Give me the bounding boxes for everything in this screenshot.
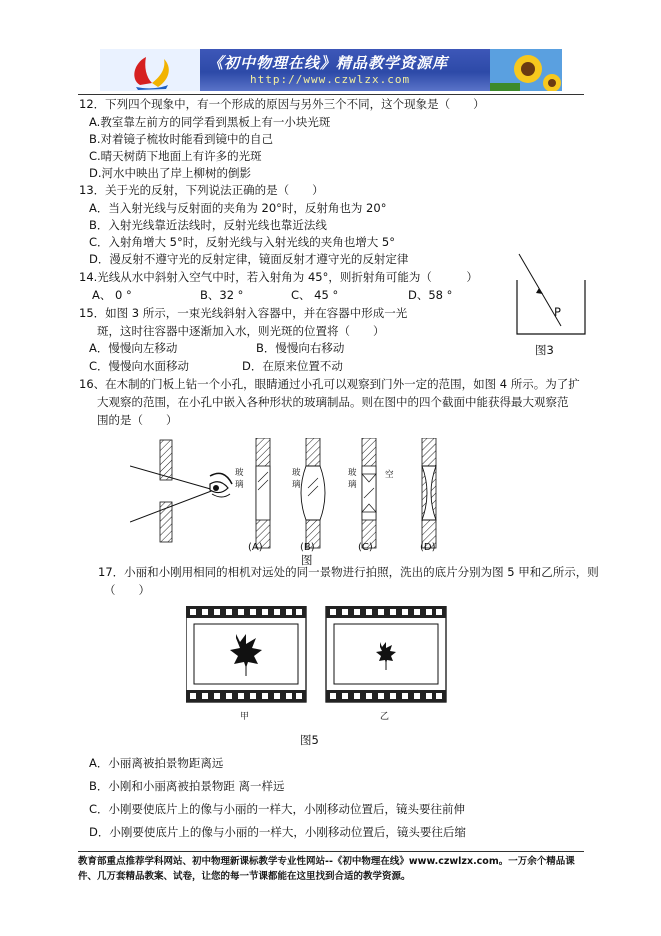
q15-option-a: A．慢慢向左移动 [89,341,178,355]
footer-line-2: 件、几万套精品教案、试卷，让您的每一节课都能在这里找到合适的教学资源。 [78,871,411,882]
q14-option-c: C、 45 ° [291,288,339,302]
q17-option-d: D．小刚要使底片上的像与小丽的一样大，小刚移动位置后，镜头要往后缩 [89,825,466,839]
q12-option-c: C.晴天树荫下地面上有许多的光斑 [89,149,262,163]
q14-option-d: D、58 ° [408,288,453,302]
q17-option-c: C．小刚要使底片上的像与小丽的一样大，小刚移动位置后，镜头要往前伸 [89,802,466,816]
q15-stem-line2: 斑，这时往容器中逐渐加入水，则光斑的位置将（ ） [97,324,385,338]
q17-stem-line2: （ ） [104,583,150,597]
banner-title: 《初中物理在线》精品教学资源库 [208,54,449,72]
q12-option-a: A.教室靠左前方的同学看到黑板上有一小块光斑 [89,115,331,129]
film-jia-label: 甲 [240,712,250,722]
sunflower-icon [490,49,562,91]
q16-stem-line1: 16、在木制的门板上钻一个小孔，眼睛通过小孔可以观察到门外一定的范围，如图 4 所示。为了扩 [79,377,580,391]
q13-stem: 13．关于光的反射，下列说法正确的是（ ） [79,183,324,197]
q16-b-glass-label-2: 璃 [292,480,301,490]
q16-stem-line3: 围的是（ ） [97,413,178,427]
film-jia [186,606,306,702]
q16-stem-line2: 大观察的范围，在小孔中嵌入各种形状的玻璃制品。则在图中的四个截面中能获得最大观察范 [97,395,569,409]
q16-c-glass-label-1: 玻 [348,468,357,478]
q14-option-a: A、 0 ° [92,288,132,302]
q13-option-a: A．当入射光线与反射面的夹角为 20°时，反射角也为 20° [89,201,387,215]
q15-option-d: D．在原来位置不动 [242,359,343,373]
q16-b-glass-label-1: 玻 [292,468,301,478]
q14-option-b: B、32 ° [200,288,244,302]
q13-option-d: D．漫反射不遵守光的反射定律，镜面反射才遵守光的反射定律 [89,252,409,266]
header-banner [100,49,562,91]
figure-3-point-p: P [554,305,561,319]
figure-5-films [186,606,476,704]
q16-a-glass-label-2: 璃 [235,480,244,490]
q17-option-a: A．小丽离被拍景物距离远 [89,756,224,770]
figure-5-caption: 图5 [300,733,319,747]
figure-4-diagram [130,438,470,554]
film-yi [326,606,446,702]
q17-stem-line1: 17．小丽和小刚用相同的相机对远处的同一景物进行拍照，洗出的底片分别为图 5 甲和乙所示，则 [98,565,599,579]
q16-a-glass-label-1: 玻 [235,468,244,478]
banner-url[interactable]: http://www.czwlzx.com [250,73,411,86]
q17-option-b: B．小刚和小丽离被拍景物距 离一样远 [89,779,285,793]
figure-3-container [505,248,595,358]
q15-stem-line1: 15．如图 3 所示，一束光线斜射入容器中，并在容器中形成一光 [79,306,408,320]
logo-icon [100,49,200,91]
q15-option-b: B．慢慢向右移动 [256,341,345,355]
q16-option-d-label: (D) [420,542,436,553]
q12-option-b: B.对着镜子梳妆时能看到镜中的自己 [89,132,274,146]
q12-option-d: D.河水中映出了岸上柳树的倒影 [89,166,252,180]
q15-option-c: C．慢慢向水面移动 [89,359,190,373]
q16-option-b-label: (B) [300,542,315,553]
q13-option-c: C．入射角增大 5°时，反射光线与入射光线的夹角也增大 5° [89,235,395,249]
footer-line-1: 教育部重点推荐学科网站、初中物理新课标教学专业性网站--《初中物理在线》www.czwlzx.com。一万余个精品课 [78,856,575,867]
q16-c-air-label: 空 [385,470,394,480]
q16-c-glass-label-2: 璃 [348,480,357,490]
q16-option-c-label: (C) [358,542,373,553]
q16-option-a-label: (A) [248,542,263,553]
film-yi-label: 乙 [380,712,390,722]
q12-stem: 12．下列四个现象中，有一个形成的原因与另外三个不同，这个现象是（ ） [79,97,485,111]
q14-stem: 14.光线从水中斜射入空气中时，若入射角为 45°，则折射角可能为（ ） [79,270,478,284]
footer-rule [78,851,584,852]
q13-option-b: B．入射光线靠近法线时，反射光线也靠近法线 [89,218,327,232]
header-rule [78,94,584,95]
figure-3-caption: 图3 [535,343,554,357]
figure-4-caption: 图 [301,553,313,567]
